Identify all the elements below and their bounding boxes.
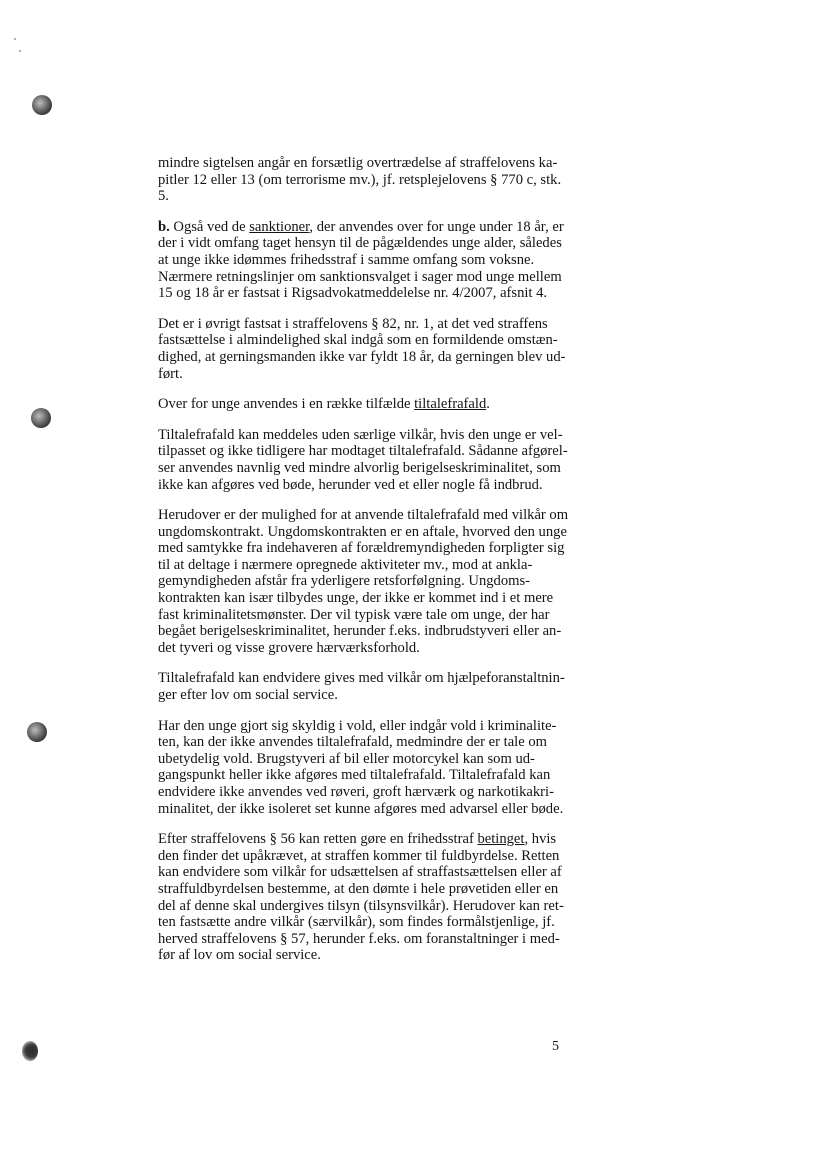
paragraph (158, 316, 576, 382)
text-line (158, 396, 576, 413)
text-line (158, 831, 576, 848)
text-line: det tyveri og visse grovere hærværksforhold. (158, 639, 420, 656)
text-line: minalitet, der ikke isoleret set kunne afgøres med advarsel eller bøde. (158, 800, 564, 817)
paragraph (158, 427, 576, 493)
text-line: Tiltalefrafald kan endvidere gives med vilkår om hjælpeforanstaltnin- (158, 670, 565, 687)
text-line: ungdomskontrakt. Ungdomskontrakten er en aftale, hvorved den unge (158, 523, 567, 540)
text-line: kontrakten kan især tilbydes unge, der ikke er kommet ind i et mere (158, 590, 554, 607)
text-run: Over for unge anvendes i en række tilfælde (158, 396, 415, 413)
text-line: pitler 12 eller 13 (om terrorisme mv.), jf. retsplejelovens § 770 c, stk. (158, 171, 562, 188)
text-line: herved straffelovens § 57, herunder f.eks. om foranstaltninger i med- (158, 930, 560, 947)
tiltalefrafald-term: tiltalefrafald (414, 396, 487, 413)
text-line: endvidere ikke anvendes ved røveri, groft hærværk og narkotikakri- (158, 784, 554, 800)
text-line: før af lov om social service. (158, 947, 321, 964)
text-line: der i vidt omfang taget hensyn til de pågældendes unge alder, således (158, 235, 562, 252)
text-line: ten, kan der ikke anvendes tiltalefrafald, medmindre der er tale om (158, 734, 548, 751)
paragraph (158, 396, 576, 413)
section-label: b. (158, 218, 170, 235)
text-line: at unge ikke idømmes frihedsstraf i samme omfang som voksne. (158, 251, 535, 268)
text-line: gangspunkt heller ikke afgøres med tiltalefrafald. Tiltalefrafald kan (158, 767, 551, 784)
body-text (158, 155, 576, 978)
paragraph (158, 670, 576, 703)
scan-speck (19, 50, 21, 52)
text-line: Tiltalefrafald kan meddeles uden særlige vilkår, hvis den unge er vel- (158, 426, 563, 443)
text-line: mindre sigtelsen angår en forsætlig overtrædelse af straffelovens ka- (158, 155, 558, 171)
text-line: 5. (158, 188, 169, 205)
text-line: med samtykke fra indehaveren af forældremyndigheden forpligter sig (158, 540, 565, 557)
text-line: straffuldbyrdelsen bestemme, at den dømte i hele prøvetiden eller en (158, 880, 559, 897)
text-line: til at deltage i nærmere opregnede aktiviteter mv., mod at ankla- (158, 556, 533, 573)
page-number: 5 (552, 1039, 559, 1054)
paragraph (158, 831, 576, 964)
sanktioner-term: sanktioner (249, 218, 310, 235)
text-line: ten fastsætte andre vilkår (særvilkår), som findes formålstjenlige, jf. (158, 914, 555, 931)
text-run: . (486, 396, 490, 413)
scan-speck (14, 38, 16, 40)
text-run: Også ved de (169, 218, 250, 235)
text-line: den finder det upåkrævet, at straffen kommer til fuldbyrdelse. Retten (158, 847, 560, 864)
text-line: dighed, at gerningsmanden ikke var fyldt 18 år, da gerningen blev ud- (158, 348, 566, 365)
punch-hole (31, 408, 51, 428)
text-line: gemyndigheden afstår fra yderligere retsforfølgning. Ungdoms- (158, 573, 531, 590)
text-run: Efter straffelovens § 56 kan retten gøre en frihedsstraf (158, 831, 478, 848)
paragraph (158, 507, 576, 656)
text-line (158, 219, 576, 236)
paragraph-b (158, 219, 576, 302)
text-line: ubetydelig vold. Brugstyveri af bil eller motorcykel kan som ud- (158, 750, 535, 767)
punch-hole (27, 722, 47, 742)
text-line: ger efter lov om social service. (158, 687, 338, 704)
text-line: ikke kan afgøres ved bøde, herunder ved et eller nogle få indbrud. (158, 476, 543, 493)
betinget-term: betinget (477, 831, 525, 848)
text-line: kan endvidere som vilkår for udsættelsen af straffastsættelsen eller af (158, 864, 562, 881)
text-line: fast kriminalitetsmønster. Der vil typisk være tale om unge, der har (158, 606, 550, 623)
punch-hole (32, 95, 52, 115)
text-run: , der anvendes over for unge under 18 år, er (309, 218, 564, 235)
paragraph (158, 718, 576, 818)
text-line: begået berigelseskriminalitet, herunder f.eks. indbrudstyveri eller an- (158, 623, 562, 640)
text-line: Nærmere retningslinjer om sanktionsvalget i sager mod unge mellem (158, 268, 562, 285)
text-run: , hvis (524, 831, 557, 848)
paragraph (158, 155, 576, 205)
punch-hole (22, 1041, 38, 1061)
text-line: del af denne skal undergives tilsyn (tilsynsvilkår). Herudover kan ret- (158, 897, 564, 914)
text-line: ført. (158, 365, 183, 382)
text-line: tilpasset og ikke tidligere har modtaget tiltalefrafald. Sådanne afgørel- (158, 443, 568, 460)
text-line: Herudover er der mulighed for at anvende tiltalefrafald med vilkår om (158, 507, 569, 524)
text-line: 15 og 18 år er fastsat i Rigsadvokatmeddelelse nr. 4/2007, afsnit 4. (158, 285, 548, 302)
text-line: Har den unge gjort sig skyldig i vold, eller indgår vold i kriminalite- (158, 717, 557, 734)
text-line: ser anvendes navnlig ved mindre alvorlig berigelseskriminalitet, som (158, 459, 561, 476)
text-line: Det er i øvrigt fastsat i straffelovens § 82, nr. 1, at det ved straffens (158, 315, 548, 332)
text-line: fastsættelse i almindelighed skal indgå som en formildende omstæn- (158, 332, 558, 349)
